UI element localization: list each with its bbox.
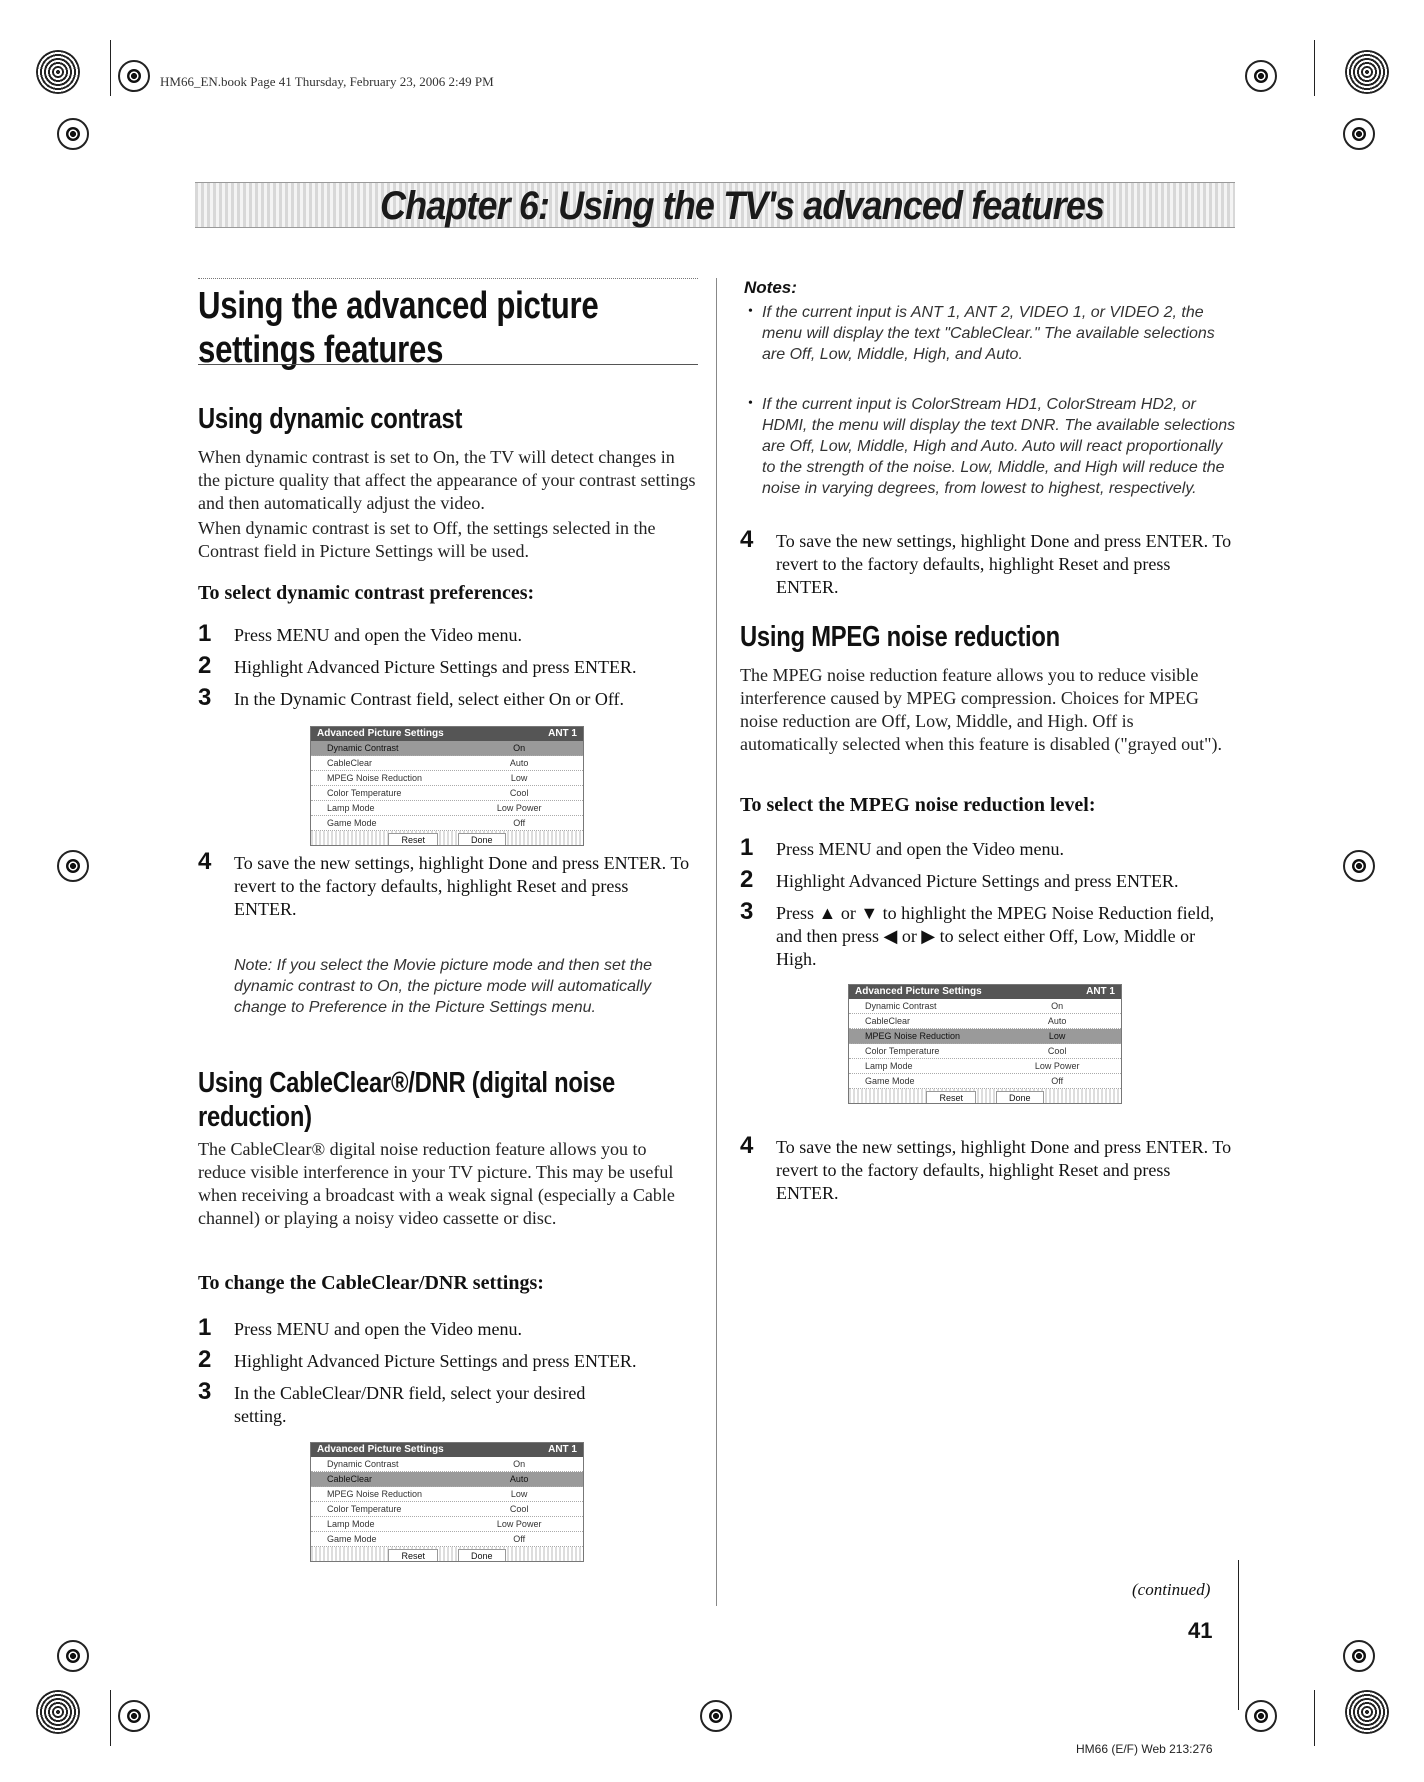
section-underline bbox=[198, 364, 698, 365]
menu-row-value: Low Power bbox=[496, 803, 542, 813]
menu-row bbox=[849, 999, 1121, 1014]
menu-footer bbox=[311, 1547, 583, 1562]
menu-row-label: MPEG Noise Reduction bbox=[327, 1489, 423, 1499]
menu-footer bbox=[311, 831, 583, 846]
notes-label: Notes: bbox=[744, 278, 797, 297]
step-number: 1 bbox=[198, 1314, 212, 1341]
menu-row-label: MPEG Noise Reduction bbox=[865, 1031, 961, 1041]
menu-row-value: Cool bbox=[509, 788, 529, 798]
menu-screenshot-dynamic-contrast bbox=[310, 726, 584, 846]
chapter-title: Chapter 6: Using the TV's advanced features bbox=[380, 184, 1105, 228]
file-header: HM66_EN.book Page 41 Thursday, February 23, 2006 2:49 PM bbox=[160, 74, 494, 89]
page-number: 41 bbox=[1188, 1618, 1213, 1643]
crop-target-icon bbox=[1343, 118, 1375, 150]
menu-reset: Reset bbox=[926, 1091, 976, 1105]
menu-row-value: On bbox=[513, 1459, 526, 1469]
menu-row-label: MPEG Noise Reduction bbox=[327, 773, 423, 783]
menu-row-value: On bbox=[513, 743, 526, 753]
step-number: 2 bbox=[198, 1346, 212, 1373]
menu-row-value: Low bbox=[1048, 1031, 1066, 1041]
dynamic-contrast-heading-block bbox=[198, 402, 520, 436]
menu-row-value: Cool bbox=[509, 1504, 529, 1514]
menu-row-value: Low Power bbox=[496, 1519, 542, 1529]
cableclear-heading-block bbox=[198, 1066, 758, 1134]
step-number: 4 bbox=[198, 848, 212, 875]
menu-input: ANT 1 bbox=[548, 1444, 577, 1455]
menu-row-label: Game Mode bbox=[327, 1534, 377, 1544]
crop-target-icon bbox=[57, 1640, 89, 1672]
menu-row bbox=[311, 756, 583, 771]
mpeg-paragraph: The MPEG noise reduction feature allows you to reduce visible interference caused by MPEG compression. Choices for MPEG noise reduction are Off, Low, Middle, and High. Off is automatically selected when this feature is disabled ("grayed out"). bbox=[740, 665, 1223, 754]
step-number: 2 bbox=[740, 866, 754, 893]
crop-target-icon bbox=[1343, 1640, 1375, 1672]
menu-row-value: Off bbox=[513, 1534, 526, 1544]
menu-row bbox=[849, 1074, 1121, 1089]
menu-row-value: Auto bbox=[509, 1474, 529, 1484]
step-number: 3 bbox=[198, 684, 212, 711]
menu-title: Advanced Picture Settings bbox=[317, 728, 444, 739]
dynamic-contrast-paragraph-1: When dynamic contrast is set to On, the TV will detect changes in the picture quality that affect the appearance of your contrast settings and then automatically adjust the video. bbox=[198, 447, 696, 513]
menu-done: Done bbox=[996, 1091, 1044, 1105]
menu-row-value: Low bbox=[510, 773, 528, 783]
column-divider bbox=[716, 278, 717, 1606]
menu-row-label: Lamp Mode bbox=[865, 1061, 913, 1071]
crop-target-icon bbox=[1245, 1700, 1277, 1732]
menu-row-label: CableClear bbox=[327, 758, 373, 768]
menu-row-label: CableClear bbox=[327, 1474, 373, 1484]
step-text: Highlight Advanced Picture Settings and press ENTER. bbox=[234, 657, 637, 677]
step-number: 4 bbox=[740, 1132, 754, 1159]
crop-line bbox=[1238, 1560, 1239, 1710]
menu-row-label: Game Mode bbox=[865, 1076, 915, 1086]
menu-reset: Reset bbox=[388, 1549, 438, 1563]
step-text: To save the new settings, highlight Done and press ENTER. To revert to the factory defaults, highlight Reset and press ENTER. bbox=[776, 531, 1232, 597]
crop-target-icon bbox=[118, 60, 150, 92]
menu-row bbox=[849, 1059, 1121, 1074]
menu-row bbox=[311, 786, 583, 801]
note-item-1: If the current input is ANT 1, ANT 2, VIDEO 1, or VIDEO 2, the menu will display the text "CableClear." The available selections are Off, Low, Middle, High, and Auto. bbox=[762, 304, 1215, 363]
crop-line bbox=[1314, 40, 1315, 96]
dynamic-contrast-heading: Using dynamic contrast bbox=[198, 403, 463, 435]
menu-row bbox=[311, 1502, 583, 1517]
registration-mark-icon bbox=[1345, 1690, 1389, 1734]
menu-screenshot-cableclear bbox=[310, 1442, 584, 1562]
registration-mark-icon bbox=[36, 1690, 80, 1734]
menu-row bbox=[311, 741, 583, 756]
print-code: HM66 (E/F) Web 213:276 bbox=[1076, 1742, 1213, 1756]
cableclear-paragraph: The CableClear® digital noise reduction feature allows you to reduce visible interference in your TV picture. This may be useful when receiving a broadcast with a weak signal (especially a Cable channel) or playing a noisy video cassette or disc. bbox=[198, 1139, 675, 1228]
menu-input: ANT 1 bbox=[548, 728, 577, 739]
section-title-block bbox=[198, 284, 708, 372]
mpeg-heading: Using MPEG noise reduction bbox=[740, 621, 1060, 653]
registration-mark-icon bbox=[1345, 50, 1389, 94]
menu-row-label: Color Temperature bbox=[865, 1046, 940, 1056]
registration-mark-icon bbox=[36, 50, 80, 94]
bullet-icon: • bbox=[748, 304, 753, 319]
menu-row bbox=[311, 801, 583, 816]
crop-target-icon bbox=[700, 1700, 732, 1732]
menu-done: Done bbox=[458, 1549, 506, 1563]
menu-title: Advanced Picture Settings bbox=[317, 1444, 444, 1455]
menu-row-label: Dynamic Contrast bbox=[327, 1459, 399, 1469]
step-text: Press MENU and open the Video menu. bbox=[234, 1319, 523, 1339]
crop-target-icon bbox=[1245, 60, 1277, 92]
menu-row-label: Dynamic Contrast bbox=[865, 1001, 937, 1011]
menu-header bbox=[311, 1443, 583, 1457]
menu-row-label: Lamp Mode bbox=[327, 1519, 375, 1529]
crop-target-icon bbox=[57, 850, 89, 882]
cableclear-heading: Using CableClear®/DNR (digital noise reduction) bbox=[198, 1067, 615, 1133]
menu-row-label: Color Temperature bbox=[327, 788, 402, 798]
note-item-2: If the current input is ColorStream HD1, ColorStream HD2, or HDMI, the menu will display the text DNR. The available selections are Off, Low, Middle, High and Auto. Auto will react proportionally to the strength of the noise. Low, Middle, and High will reduce the noise in varying degrees, from lowest to highest, respectively. bbox=[762, 396, 1236, 497]
step-number: 3 bbox=[740, 898, 754, 925]
menu-row bbox=[849, 1044, 1121, 1059]
step-number: 4 bbox=[740, 526, 754, 553]
menu-row-label: Color Temperature bbox=[327, 1504, 402, 1514]
menu-row-value: Low Power bbox=[1034, 1061, 1080, 1071]
crop-line bbox=[110, 1690, 111, 1746]
step-text: Highlight Advanced Picture Settings and press ENTER. bbox=[234, 1351, 637, 1371]
menu-row bbox=[311, 771, 583, 786]
menu-input: ANT 1 bbox=[1086, 986, 1115, 997]
menu-row-value: On bbox=[1051, 1001, 1064, 1011]
step-text: In the Dynamic Contrast field, select either On or Off. bbox=[234, 689, 625, 709]
menu-row-label: Dynamic Contrast bbox=[327, 743, 399, 753]
crop-line bbox=[110, 40, 111, 96]
menu-row bbox=[311, 1487, 583, 1502]
mpeg-procedure-heading: To select the MPEG noise reduction level: bbox=[740, 794, 1096, 816]
crop-line bbox=[1314, 1690, 1315, 1746]
step-text: Highlight Advanced Picture Settings and press ENTER. bbox=[776, 871, 1179, 891]
menu-footer bbox=[849, 1089, 1121, 1104]
menu-row-value: Low bbox=[510, 1489, 528, 1499]
menu-header bbox=[849, 985, 1121, 999]
step-text: Press MENU and open the Video menu. bbox=[234, 625, 523, 645]
menu-header bbox=[311, 727, 583, 741]
menu-row bbox=[311, 816, 583, 831]
menu-row bbox=[311, 1517, 583, 1532]
step-number: 3 bbox=[198, 1378, 212, 1405]
continued-label: (continued) bbox=[1132, 1580, 1211, 1599]
menu-row-label: CableClear bbox=[865, 1016, 911, 1026]
step-text: Press MENU and open the Video menu. bbox=[776, 839, 1065, 859]
menu-row-value: Auto bbox=[509, 758, 529, 768]
crop-target-icon bbox=[57, 118, 89, 150]
menu-row-value: Auto bbox=[1047, 1016, 1067, 1026]
step-text: In the CableClear/DNR field, select your desired setting. bbox=[234, 1383, 586, 1426]
menu-row bbox=[311, 1532, 583, 1547]
cableclear-procedure-heading: To change the CableClear/DNR settings: bbox=[198, 1272, 544, 1294]
crop-target-icon bbox=[1343, 850, 1375, 882]
step-text: To save the new settings, highlight Done and press ENTER. To revert to the factory defaults, highlight Reset and press ENTER. bbox=[234, 853, 690, 919]
menu-row bbox=[849, 1029, 1121, 1044]
dynamic-contrast-paragraph-2: When dynamic contrast is set to Off, the settings selected in the Contrast field in Picture Settings will be used. bbox=[198, 518, 656, 561]
menu-reset: Reset bbox=[388, 833, 438, 847]
step-number: 2 bbox=[198, 652, 212, 679]
menu-row bbox=[849, 1014, 1121, 1029]
movie-mode-note: Note: If you select the Movie picture mode and then set the dynamic contrast to On, the picture mode will automatically change to Preference in the Picture Settings menu. bbox=[234, 957, 653, 1016]
section-rule bbox=[198, 278, 698, 279]
step-text: Press ▲ or ▼ to highlight the MPEG Noise Reduction field, and then press ◀ or ▶ to select either Off, Low, Middle or High. bbox=[776, 903, 1215, 969]
crop-target-icon bbox=[118, 1700, 150, 1732]
menu-row-label: Lamp Mode bbox=[327, 803, 375, 813]
menu-row bbox=[311, 1472, 583, 1487]
menu-row-value: Cool bbox=[1047, 1046, 1067, 1056]
menu-row-label: Game Mode bbox=[327, 818, 377, 828]
menu-done: Done bbox=[458, 833, 506, 847]
procedure-heading: To select dynamic contrast preferences: bbox=[198, 582, 535, 604]
mpeg-heading-block bbox=[740, 620, 1130, 654]
menu-row-value: Off bbox=[1051, 1076, 1064, 1086]
bullet-icon: • bbox=[748, 396, 753, 411]
menu-title: Advanced Picture Settings bbox=[855, 986, 982, 997]
step-number: 1 bbox=[198, 620, 212, 647]
step-number: 1 bbox=[740, 834, 754, 861]
step-text: To save the new settings, highlight Done and press ENTER. To revert to the factory defaults, highlight Reset and press ENTER. bbox=[776, 1137, 1232, 1203]
menu-row bbox=[311, 1457, 583, 1472]
menu-screenshot-mpeg bbox=[848, 984, 1122, 1104]
section-title: Using the advanced picture settings features bbox=[198, 285, 599, 371]
menu-row-value: Off bbox=[513, 818, 526, 828]
